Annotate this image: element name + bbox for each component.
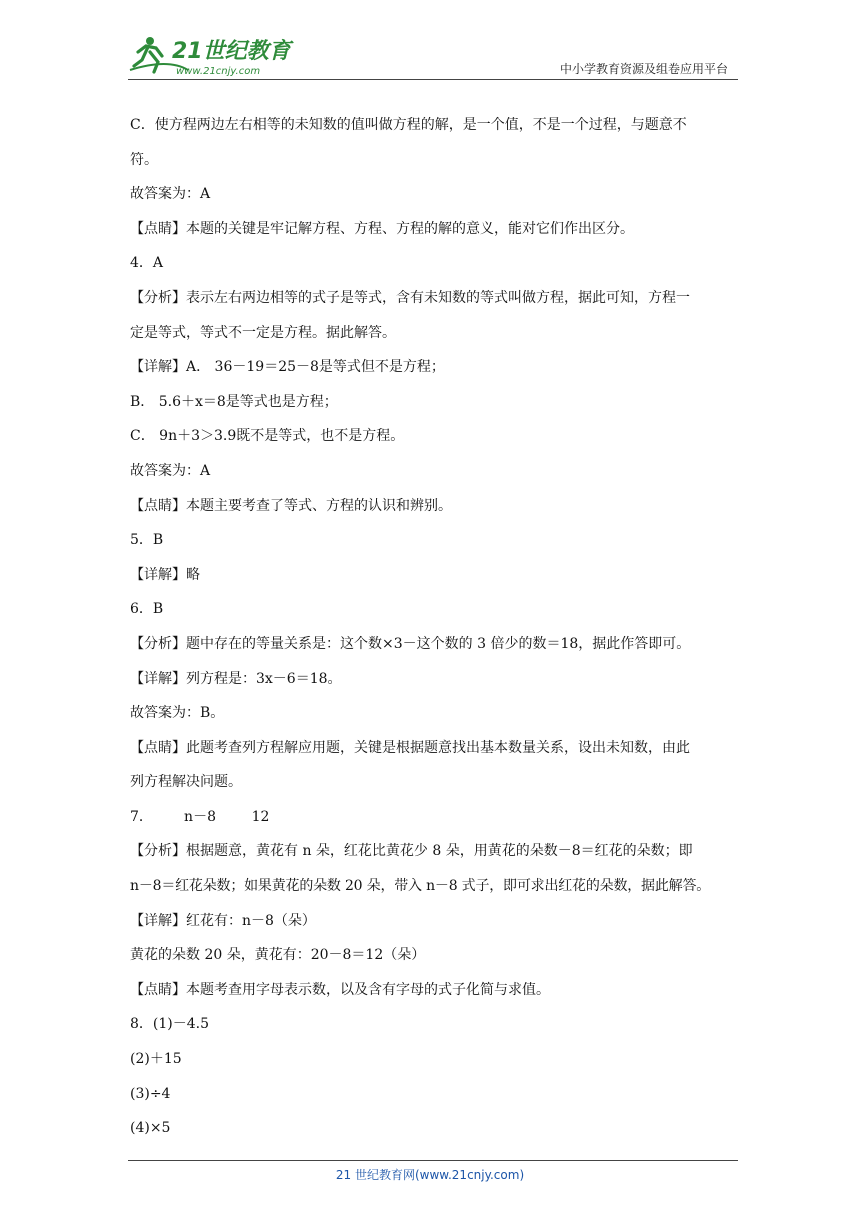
text-line: (4)×5 <box>130 1120 171 1137</box>
question-number: 5．B <box>130 532 164 549</box>
text-line: 故答案为：A <box>130 186 211 203</box>
text-line: 【点睛】本题考查用字母表示数，以及含有字母的式子化简与求值。 <box>130 981 550 998</box>
question-number: 8．(1)－4.5 <box>130 1016 210 1033</box>
footer-link[interactable]: 21 世纪教育网(www.21cnjy.com) <box>335 1168 525 1182</box>
answer-content <box>130 108 734 1146</box>
text-line: 【分析】根据题意，黄花有 n 朵，红花比黄花少 8 朵，用黄花的朵数－8＝红花的朵数；即 <box>130 843 693 860</box>
question-number: 6．B <box>130 601 164 618</box>
text-line: 定是等式，等式不一定是方程。据此解答。 <box>130 324 396 341</box>
svg-text:www.21cnjy.com: www.21cnjy.com <box>176 66 261 77</box>
text-line: 【点睛】此题考查列方程解应用题，关键是根据题意找出基本数量关系，设出未知数，由此 <box>130 739 690 756</box>
footer-divider <box>128 1160 738 1161</box>
text-line: 【分析】表示左右两边相等的式子是等式，含有未知数的等式叫做方程，据此可知，方程一 <box>130 289 690 306</box>
page-header <box>128 30 738 80</box>
text-line: (2)＋15 <box>130 1051 182 1068</box>
text-line: 【点睛】本题主要考查了等式、方程的认识和辨别。 <box>130 497 452 514</box>
text-line: C．使方程两边左右相等的未知数的值叫做方程的解，是一个值，不是一个过程，与题意不 <box>130 117 687 133</box>
text-line: 列方程解决问题。 <box>130 774 242 791</box>
text-line: 【详解】列方程是：3x－6＝18。 <box>130 670 342 687</box>
text-line: n－8＝红花朵数；如果黄花的朵数 20 朵，带入 n－8 式子，即可求出红花的朵数，据此解答。 <box>130 878 711 895</box>
site-logo <box>128 30 308 78</box>
text-line: 【点睛】本题的关键是牢记解方程、方程、方程的解的意义，能对它们作出区分。 <box>130 220 634 237</box>
text-line: 【详解】略 <box>130 566 200 583</box>
text-line: (3)÷4 <box>130 1085 171 1102</box>
text-line: 故答案为：A <box>130 462 211 479</box>
text-line: 【详解】A． 36－19＝25－8是等式但不是方程； <box>130 359 445 376</box>
text-line: 故答案为：B。 <box>130 705 225 722</box>
text-line: 符。 <box>130 151 158 168</box>
question-number: 7． n－8 12 <box>130 808 270 825</box>
text-line: 【详解】红花有：n－8（朵） <box>130 912 316 929</box>
text-line: C． 9n＋3＞3.9既不是等式，也不是方程。 <box>130 428 405 445</box>
platform-tagline: 中小学教育资源及组卷应用平台 <box>559 62 728 76</box>
text-line: B． 5.6＋x＝8是等式也是方程； <box>130 393 338 410</box>
header-divider <box>128 79 738 80</box>
text-line: 黄花的朵数 20 朵，黄花有：20－8＝12（朵） <box>130 947 426 964</box>
svg-text:21世纪教育: 21世纪教育 <box>172 39 291 64</box>
text-line: 【分析】题中存在的等量关系是：这个数×3－这个数的 3 倍少的数＝18，据此作答即可。 <box>130 635 691 652</box>
question-number: 4．A <box>130 255 164 272</box>
